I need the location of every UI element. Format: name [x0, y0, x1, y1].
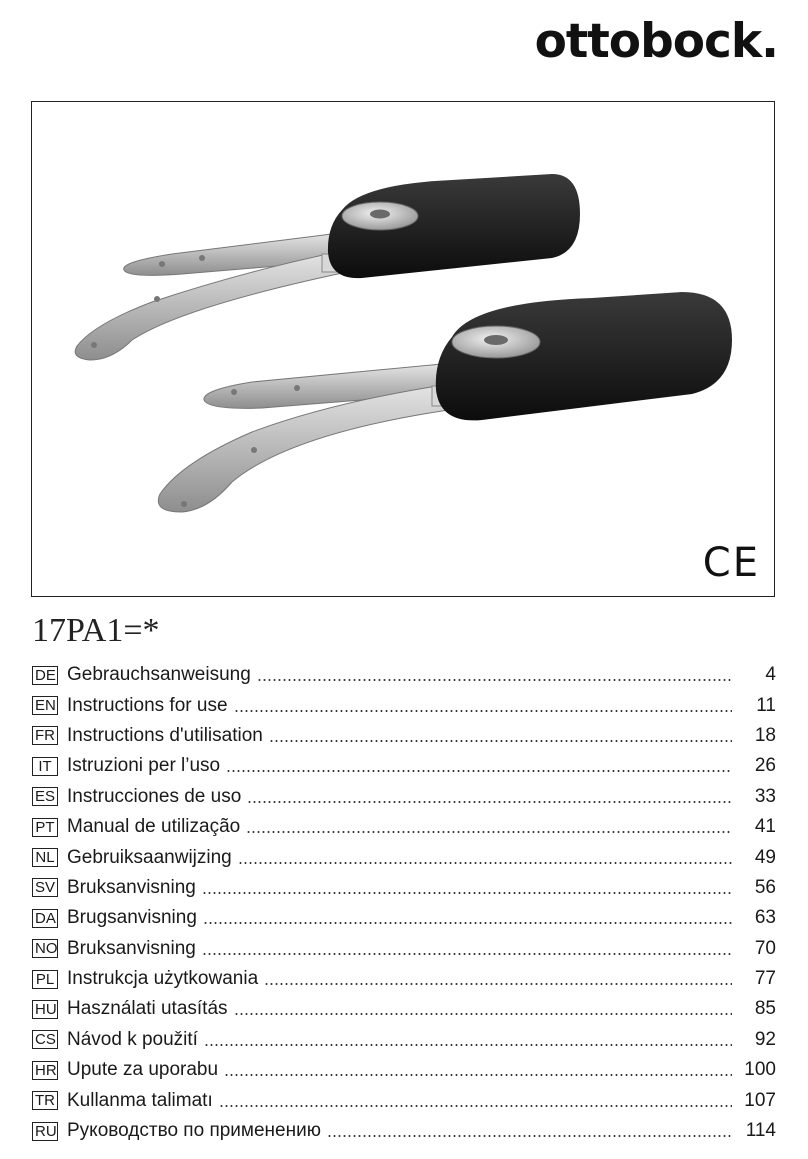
toc-row[interactable]: [32, 1025, 776, 1055]
language-code-badge: FR: [32, 726, 58, 745]
toc-row[interactable]: [32, 1085, 776, 1115]
language-code-badge: DE: [32, 666, 58, 685]
toc-row[interactable]: [32, 782, 776, 812]
table-of-contents: [32, 660, 776, 1146]
toc-page-number: 63: [754, 907, 776, 929]
dot-leader: [219, 1105, 732, 1107]
language-code-badge: ES: [32, 787, 58, 806]
toc-row[interactable]: [32, 1116, 776, 1146]
language-code-badge: IT: [32, 757, 58, 776]
toc-title: Instructions for use: [67, 694, 228, 716]
toc-title: Upute za uporabu: [67, 1059, 219, 1081]
toc-page-number: 85: [754, 998, 776, 1020]
toc-row[interactable]: [32, 934, 776, 964]
language-code-badge: CS: [32, 1030, 58, 1049]
dot-leader: [247, 801, 732, 803]
toc-title: Gebruiksaanwijzing: [67, 846, 232, 868]
dot-leader: [202, 953, 732, 955]
product-code: 17PA1=*: [32, 612, 160, 649]
language-code-badge: HR: [32, 1061, 58, 1080]
toc-page-number: 70: [754, 937, 776, 959]
toc-row[interactable]: [32, 1055, 776, 1085]
language-code-badge: NO: [32, 939, 58, 958]
toc-row[interactable]: [32, 690, 776, 720]
dot-leader: [226, 770, 732, 772]
toc-page-number: 100: [744, 1059, 776, 1081]
language-code-badge: DA: [32, 909, 58, 928]
toc-page-number: 92: [754, 1028, 776, 1050]
toc-title: Gebrauchsanweisung: [67, 664, 251, 686]
toc-title: Руководство по применению: [67, 1120, 321, 1142]
toc-page-number: 26: [754, 755, 776, 777]
language-code-badge: RU: [32, 1122, 58, 1141]
dot-leader: [246, 831, 732, 833]
dot-leader: [238, 862, 732, 864]
language-code-badge: HU: [32, 1000, 58, 1019]
toc-page-number: 107: [744, 1089, 776, 1111]
lower-joint-component: [158, 292, 732, 512]
toc-row[interactable]: [32, 873, 776, 903]
dot-leader: [234, 1013, 732, 1015]
toc-row[interactable]: [32, 812, 776, 842]
toc-title: Instrucciones de uso: [67, 785, 242, 807]
product-photo: [31, 101, 775, 597]
toc-page-number: 49: [754, 846, 776, 868]
toc-page-number: 114: [745, 1120, 776, 1142]
toc-page-number: 41: [754, 816, 776, 838]
toc-title: Istruzioni per l’uso: [67, 755, 221, 777]
toc-page-number: 4: [765, 664, 776, 686]
dot-leader: [264, 983, 732, 985]
toc-title: Manual de utilização: [67, 816, 241, 838]
dot-leader: [202, 892, 732, 894]
language-code-badge: PL: [32, 970, 58, 989]
toc-title: Bruksanvisning: [67, 937, 196, 959]
toc-page-number: 56: [754, 876, 776, 898]
toc-title: Kullanma talimatı: [67, 1089, 213, 1111]
toc-page-number: 33: [754, 785, 776, 807]
dot-leader: [204, 1044, 732, 1046]
toc-title: Instructions d'utilisation: [67, 724, 263, 746]
dot-leader: [327, 1135, 732, 1137]
dot-leader: [234, 710, 732, 712]
toc-row[interactable]: [32, 903, 776, 933]
toc-page-number: 77: [754, 968, 776, 990]
toc-row[interactable]: [32, 660, 776, 690]
toc-title: Instrukcja użytkowania: [67, 968, 259, 990]
toc-row[interactable]: [32, 994, 776, 1024]
language-code-badge: EN: [32, 696, 58, 715]
toc-row[interactable]: [32, 842, 776, 872]
language-code-badge: NL: [32, 848, 58, 867]
dot-leader: [224, 1074, 732, 1076]
toc-row[interactable]: [32, 964, 776, 994]
toc-title: Návod k použití: [67, 1028, 198, 1050]
ce-mark: CE: [702, 540, 760, 586]
toc-page-number: 11: [756, 694, 776, 716]
toc-row[interactable]: [32, 751, 776, 781]
brand-logo: ottobock.: [534, 14, 778, 69]
dot-leader: [269, 740, 732, 742]
toc-title: Használati utasítás: [67, 998, 228, 1020]
toc-title: Brugsanvisning: [67, 907, 197, 929]
dot-leader: [203, 922, 732, 924]
language-code-badge: PT: [32, 818, 58, 837]
dot-leader: [257, 679, 732, 681]
language-code-badge: TR: [32, 1091, 58, 1110]
toc-page-number: 18: [754, 724, 776, 746]
toc-title: Bruksanvisning: [67, 876, 196, 898]
language-code-badge: SV: [32, 878, 58, 897]
toc-row[interactable]: [32, 721, 776, 751]
product-illustration: [32, 102, 775, 597]
